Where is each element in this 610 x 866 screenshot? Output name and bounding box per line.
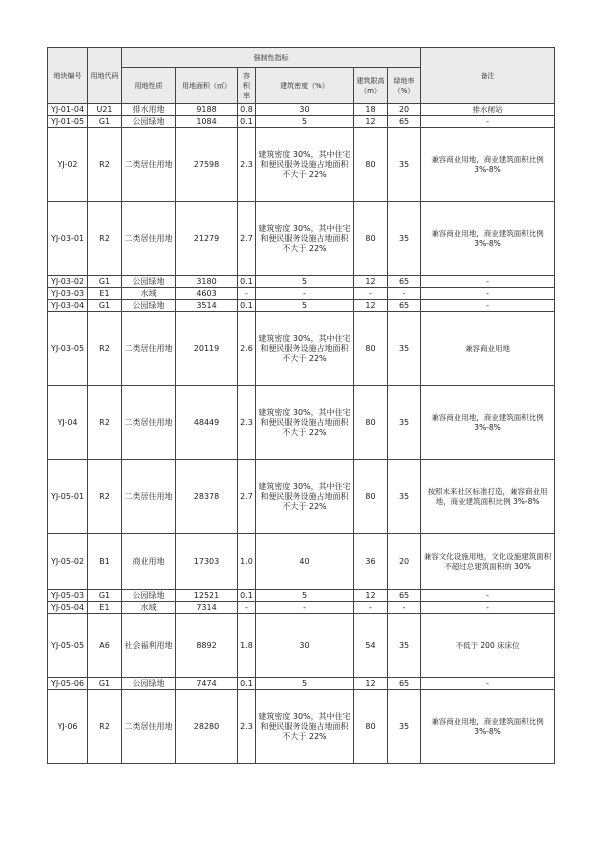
cell-remarks: -	[421, 678, 555, 690]
cell-density: 5	[256, 276, 354, 288]
cell-land-type: 商业用地	[122, 534, 176, 590]
cell-remarks: 兼容商业用地	[421, 312, 555, 386]
cell-remarks: -	[421, 276, 555, 288]
header-land-type: 用地性质	[122, 68, 176, 104]
cell-land-type: 二类居住用地	[122, 202, 176, 276]
cell-land-type: 水域	[122, 602, 176, 614]
cell-parcel-id: YJ-05-02	[48, 534, 88, 590]
cell-area: 28378	[176, 460, 238, 534]
cell-height: 80	[354, 460, 388, 534]
cell-density: 5	[256, 116, 354, 128]
cell-density: 建筑密度 30%，其中住宅和便民服务设施占地面积不大于 22%	[256, 312, 354, 386]
cell-height: 36	[354, 534, 388, 590]
cell-land-type: 公园绿地	[122, 116, 176, 128]
table-row	[48, 534, 555, 590]
table-row	[48, 590, 555, 602]
cell-area: 48449	[176, 386, 238, 460]
cell-land-code: R2	[88, 460, 122, 534]
cell-land-code: G1	[88, 678, 122, 690]
cell-land-code: B1	[88, 534, 122, 590]
cell-parcel-id: YJ-01-05	[48, 116, 88, 128]
cell-height: 80	[354, 386, 388, 460]
table-row	[48, 276, 555, 288]
table-row	[48, 460, 555, 534]
cell-land-type: 水域	[122, 288, 176, 300]
cell-far: -	[238, 288, 256, 300]
cell-density: -	[256, 288, 354, 300]
cell-far: 2.6	[238, 312, 256, 386]
cell-area: 7314	[176, 602, 238, 614]
cell-green: 65	[388, 116, 421, 128]
header-density: 建筑密度（%）	[256, 68, 354, 104]
cell-height: -	[354, 288, 388, 300]
cell-remarks: 兼容商业用地，商业建筑面积比例 3%-8%	[421, 690, 555, 764]
cell-density: 5	[256, 300, 354, 312]
cell-land-code: R2	[88, 690, 122, 764]
cell-land-type: 排水用地	[122, 104, 176, 116]
cell-far: 2.3	[238, 386, 256, 460]
cell-land-type: 公园绿地	[122, 276, 176, 288]
cell-far: 2.7	[238, 460, 256, 534]
cell-height: 80	[354, 128, 388, 202]
cell-green: 20	[388, 534, 421, 590]
cell-far: -	[238, 602, 256, 614]
cell-parcel-id: YJ-05-03	[48, 590, 88, 602]
cell-land-code: E1	[88, 288, 122, 300]
cell-parcel-id: YJ-05-01	[48, 460, 88, 534]
cell-green: -	[388, 602, 421, 614]
cell-parcel-id: YJ-06	[48, 690, 88, 764]
cell-green: 35	[388, 128, 421, 202]
cell-land-type: 二类居住用地	[122, 690, 176, 764]
cell-green: 65	[388, 678, 421, 690]
cell-remarks: 不低于 200 床床位	[421, 614, 555, 678]
cell-density: 30	[256, 104, 354, 116]
cell-parcel-id: YJ-02	[48, 128, 88, 202]
cell-land-code: E1	[88, 602, 122, 614]
cell-green: 35	[388, 614, 421, 678]
cell-height: 80	[354, 690, 388, 764]
land-use-table	[47, 47, 555, 764]
cell-height: 12	[354, 276, 388, 288]
cell-height: -	[354, 602, 388, 614]
table-row	[48, 690, 555, 764]
header-area: 用地面积（㎡）	[176, 68, 238, 104]
cell-land-code: G1	[88, 276, 122, 288]
cell-remarks: -	[421, 288, 555, 300]
cell-height: 18	[354, 104, 388, 116]
header-parcel-id: 地块编号	[48, 48, 88, 104]
cell-remarks: -	[421, 590, 555, 602]
cell-green: 35	[388, 312, 421, 386]
cell-green: 65	[388, 276, 421, 288]
cell-land-code: G1	[88, 300, 122, 312]
cell-green: 35	[388, 460, 421, 534]
cell-height: 80	[354, 312, 388, 386]
cell-height: 12	[354, 116, 388, 128]
cell-density: 5	[256, 590, 354, 602]
cell-far: 0.1	[238, 300, 256, 312]
cell-remarks: 兼容文化设施用地，文化设施建筑面积不超过总建筑面积的 30%	[421, 534, 555, 590]
cell-land-code: G1	[88, 116, 122, 128]
header-far: 容积率	[238, 68, 256, 104]
cell-land-code: R2	[88, 312, 122, 386]
cell-area: 27598	[176, 128, 238, 202]
cell-remarks: 排水闸站	[421, 104, 555, 116]
table-row	[48, 312, 555, 386]
cell-height: 12	[354, 678, 388, 690]
cell-green: 65	[388, 300, 421, 312]
cell-green: 20	[388, 104, 421, 116]
cell-density: 30	[256, 614, 354, 678]
cell-land-code: G1	[88, 590, 122, 602]
cell-land-type: 社会福利用地	[122, 614, 176, 678]
cell-density: 建筑密度 30%，其中住宅和便民服务设施占地面积不大于 22%	[256, 386, 354, 460]
cell-land-type: 公园绿地	[122, 678, 176, 690]
table-row	[48, 300, 555, 312]
cell-parcel-id: YJ-05-04	[48, 602, 88, 614]
cell-density: 40	[256, 534, 354, 590]
cell-green: 35	[388, 202, 421, 276]
cell-area: 8892	[176, 614, 238, 678]
cell-remarks: 兼容商业用地，商业建筑面积比例 3%-8%	[421, 386, 555, 460]
cell-height: 12	[354, 590, 388, 602]
header-remarks: 备注	[421, 48, 555, 104]
table-row	[48, 602, 555, 614]
cell-far: 2.3	[238, 128, 256, 202]
cell-far: 0.1	[238, 276, 256, 288]
cell-land-type: 二类居住用地	[122, 312, 176, 386]
cell-land-type: 二类居住用地	[122, 460, 176, 534]
cell-far: 0.1	[238, 590, 256, 602]
header-land-code: 用地代码	[88, 48, 122, 104]
cell-parcel-id: YJ-05-06	[48, 678, 88, 690]
table-row	[48, 386, 555, 460]
cell-remarks: -	[421, 300, 555, 312]
cell-area: 17303	[176, 534, 238, 590]
table-row	[48, 678, 555, 690]
cell-land-type: 公园绿地	[122, 590, 176, 602]
table-row	[48, 128, 555, 202]
cell-green: 65	[388, 590, 421, 602]
cell-far: 0.1	[238, 116, 256, 128]
cell-land-code: R2	[88, 128, 122, 202]
cell-parcel-id: YJ-03-04	[48, 300, 88, 312]
table-row	[48, 614, 555, 678]
cell-green: -	[388, 288, 421, 300]
cell-green: 35	[388, 690, 421, 764]
cell-land-code: A6	[88, 614, 122, 678]
cell-parcel-id: YJ-03-05	[48, 312, 88, 386]
header-mandatory-indicators: 强制性指标	[122, 48, 421, 68]
cell-green: 35	[388, 386, 421, 460]
cell-area: 1084	[176, 116, 238, 128]
cell-density: 5	[256, 678, 354, 690]
cell-far: 2.3	[238, 690, 256, 764]
cell-area: 21279	[176, 202, 238, 276]
cell-height: 54	[354, 614, 388, 678]
cell-area: 3180	[176, 276, 238, 288]
table-row	[48, 202, 555, 276]
cell-area: 9188	[176, 104, 238, 116]
cell-area: 4603	[176, 288, 238, 300]
cell-remarks: 兼容商业用地，商业建筑面积比例 3%-8%	[421, 128, 555, 202]
header-height: 建筑限高（m）	[354, 68, 388, 104]
cell-land-code: R2	[88, 386, 122, 460]
cell-land-type: 二类居住用地	[122, 386, 176, 460]
cell-area: 20119	[176, 312, 238, 386]
cell-area: 12521	[176, 590, 238, 602]
cell-far: 1.0	[238, 534, 256, 590]
cell-parcel-id: YJ-04	[48, 386, 88, 460]
cell-remarks: -	[421, 116, 555, 128]
cell-height: 80	[354, 202, 388, 276]
cell-land-type: 二类居住用地	[122, 128, 176, 202]
cell-density: 建筑密度 30%，其中住宅和便民服务设施占地面积不大于 22%	[256, 690, 354, 764]
table-row	[48, 104, 555, 116]
cell-far: 2.7	[238, 202, 256, 276]
cell-height: 12	[354, 300, 388, 312]
cell-land-type: 公园绿地	[122, 300, 176, 312]
cell-parcel-id: YJ-01-04	[48, 104, 88, 116]
cell-density: 建筑密度 30%，其中住宅和便民服务设施占地面积不大于 22%	[256, 202, 354, 276]
cell-land-code: R2	[88, 202, 122, 276]
cell-area: 7474	[176, 678, 238, 690]
cell-far: 0.8	[238, 104, 256, 116]
cell-remarks: 兼容商业用地，商业建筑面积比例 3%-8%	[421, 202, 555, 276]
cell-parcel-id: YJ-03-01	[48, 202, 88, 276]
cell-far: 1.8	[238, 614, 256, 678]
cell-area: 3514	[176, 300, 238, 312]
cell-density: 建筑密度 30%，其中住宅和便民服务设施占地面积不大于 22%	[256, 460, 354, 534]
header-green: 绿地率（%）	[388, 68, 421, 104]
cell-parcel-id: YJ-05-05	[48, 614, 88, 678]
cell-remarks: 按照未来社区标准打造，兼容商业用地，商业建筑面积比例 3%-8%	[421, 460, 555, 534]
cell-density: 建筑密度 30%，其中住宅和便民服务设施占地面积不大于 22%	[256, 128, 354, 202]
cell-parcel-id: YJ-03-02	[48, 276, 88, 288]
cell-remarks: -	[421, 602, 555, 614]
table-row	[48, 288, 555, 300]
cell-land-code: U21	[88, 104, 122, 116]
table-row	[48, 116, 555, 128]
cell-parcel-id: YJ-03-03	[48, 288, 88, 300]
cell-area: 28280	[176, 690, 238, 764]
cell-far: 0.1	[238, 678, 256, 690]
cell-density: -	[256, 602, 354, 614]
